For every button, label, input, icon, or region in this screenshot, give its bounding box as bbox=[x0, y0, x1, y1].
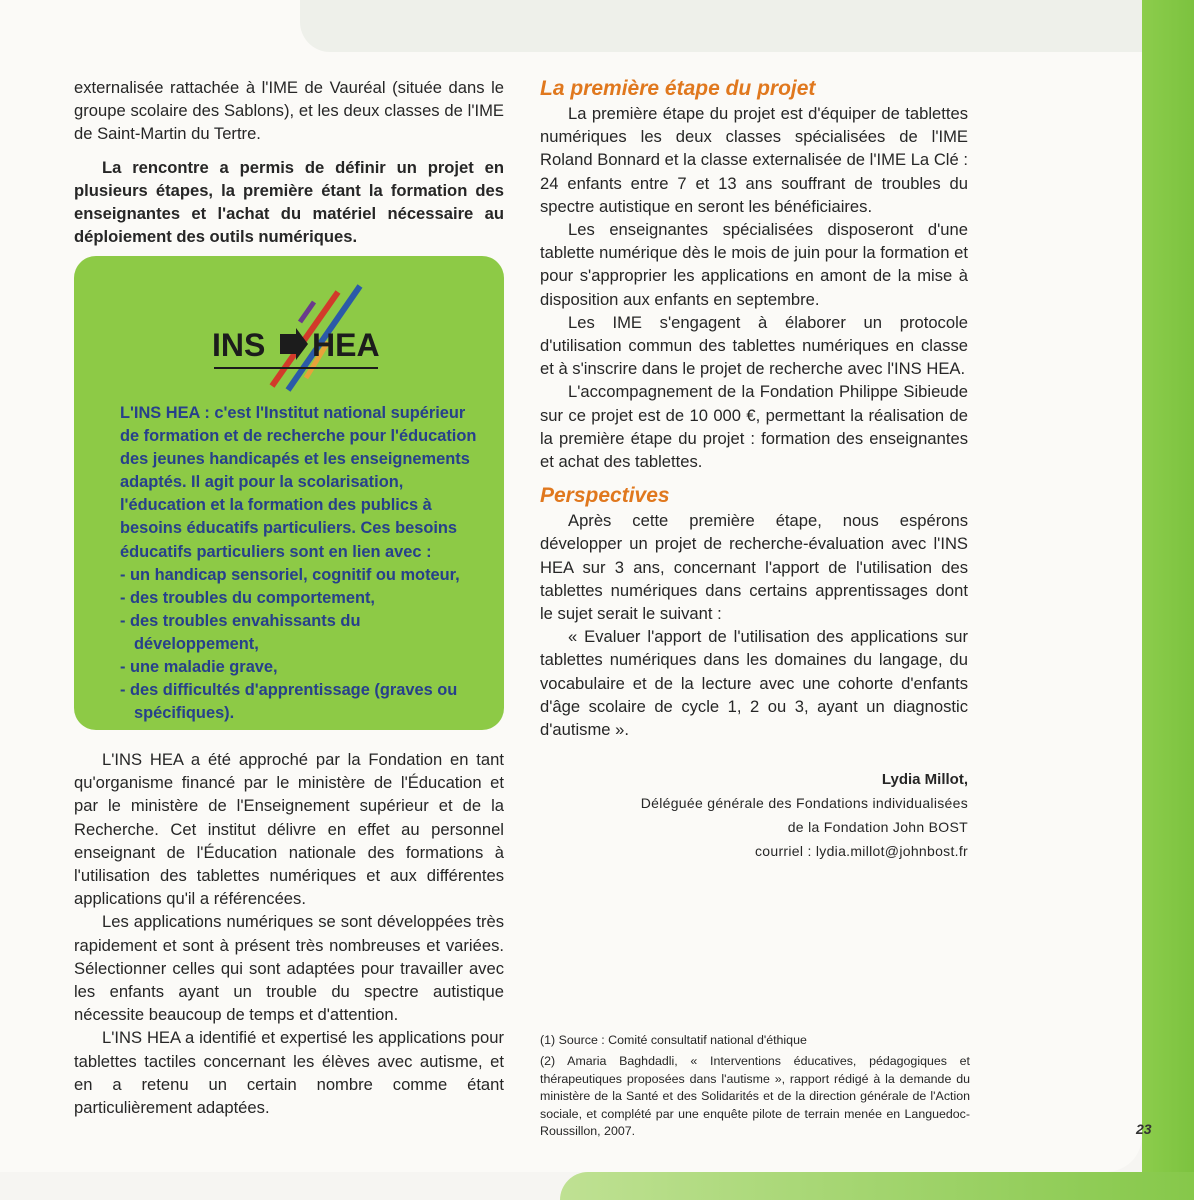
ins-hea-info-box bbox=[74, 256, 504, 730]
perspectives-paragraph: Après cette première étape, nous espérons développer un projet de recherche-évaluation avec l'INS HEA sur 3 ans, concernant l'apport de l'utilisation des tablettes numériques dans certains apprentissages dont le sujet serait le suivant : bbox=[540, 511, 968, 624]
left-column-lower bbox=[74, 748, 504, 1119]
research-quote-paragraph: « Evaluer l'apport de l'utilisation des applications sur tablettes numériques dans les domaines du langage, du vocabulaire et de la lecture avec une cohorte d'enfants d'âge scolaire de cycle 1, 2 ou 3, ayant un diagnostic d'autisme ». bbox=[540, 627, 968, 740]
list-item: - une maladie grave, bbox=[120, 658, 278, 677]
logo-text-hea: HEA bbox=[312, 327, 380, 363]
teachers-paragraph: Les enseignantes spécialisées disposeront d'une tablette numérique dès le mois de juin pour la formation et pour s'approprier les applications en amont de la mise à disposition aux enfants en septembre. bbox=[540, 220, 968, 309]
left-column bbox=[74, 76, 504, 248]
bottom-green-band bbox=[560, 1172, 1194, 1200]
signature-role: Déléguée générale des Fondations individualisées bbox=[640, 795, 968, 812]
list-item: - un handicap sensoriel, cognitif ou moteur, bbox=[120, 565, 460, 584]
footnote-1: (1) Source : Comité consultatif national d'éthique bbox=[540, 1033, 807, 1047]
signature-block bbox=[540, 769, 968, 863]
section-heading-first-step: La première étape du projet bbox=[540, 77, 816, 100]
applications-paragraph: Les applications numériques se sont développées très rapidement et sont à présent très nombreuses et variées. Sélectionner celles qui sont adaptées pour travailler avec les enfants ayant un trouble du spectre autistique nécessite beaucoup de temps et d'attention. bbox=[74, 912, 504, 1025]
expertise-paragraph: L'INS HEA a identifié et expertisé les applications pour tablettes tactiles concernant les élèves avec autisme, et en a retenu un certain nombre comme étant particulièrement adaptées. bbox=[74, 1028, 504, 1118]
list-item: - des difficultés d'apprentissage (graves ou spécifiques). bbox=[120, 681, 458, 723]
first-step-paragraph: La première étape du projet est d'équiper de tablettes numériques les deux classes spécialisées de l'IME Roland Bonnard et la classe externalisée de l'IME La Clé : 24 enfants entre 7 et 13 ans souffrant de troubles du spectre autistique en seront les bénéficiaires. bbox=[540, 104, 968, 216]
page-number: 23 bbox=[1136, 1121, 1152, 1137]
ins-hea-description: L'INS HEA : c'est l'Institut national supérieur de formation et de recherche pour l'éducation des jeunes handicapés et les enseignements adaptés. Il agit pour la scolarisation, l'éducation et la formation des publics à besoins éducatifs particuliers. Ces besoins éducatifs particuliers sont en lien avec : bbox=[120, 404, 477, 561]
signature-email: courriel : lydia.millot@johnbost.fr bbox=[754, 843, 968, 860]
green-page-edge bbox=[1142, 0, 1194, 1200]
intro-paragraph: externalisée rattachée à l'IME de Vauréal (située dans le groupe scolaire des Sablons), et les deux classes de l'IME de Saint-Martin du Tertre. bbox=[74, 78, 504, 144]
top-header-band bbox=[300, 0, 1142, 52]
needs-list bbox=[120, 564, 484, 726]
funding-paragraph: L'accompagnement de la Fondation Philippe Sibieude sur ce projet est de 10 000 €, permettant la réalisation de la première étape du projet : formation des enseignantes et achat des tablettes. bbox=[540, 382, 968, 472]
signature-name: Lydia Millot, bbox=[881, 771, 968, 789]
footnotes bbox=[540, 1032, 970, 1140]
right-column bbox=[540, 76, 968, 863]
list-item: - des troubles envahissants du développement, bbox=[120, 611, 361, 653]
ins-hea-logo bbox=[210, 282, 390, 392]
logo-text-ins: INS bbox=[212, 327, 266, 363]
meeting-summary-paragraph: La rencontre a permis de définir un projet en plusieurs étapes, la première étant la formation des enseignantes et l'achat du matériel nécessaire au déploiement des outils numériques. bbox=[74, 157, 504, 247]
section-heading-perspectives: Perspectives bbox=[540, 484, 670, 508]
footnote-2: (2) Amaria Baghdadli, « Interventions éducatives, pédagogiques et thérapeutiques proposées dans l'autisme », rapport rédigé à la demande du ministère de la Santé et des Solidarités et de la direction générale de l'Action sociale, et complété par une enquête pilote de terrain menée en Languedoc-Roussillon, 2007. bbox=[540, 1054, 970, 1139]
list-item: - des troubles du comportement, bbox=[120, 588, 375, 607]
ins-hea-approach-paragraph: L'INS HEA a été approché par la Fondation en tant qu'organisme financé par le ministère de l'Éducation et par le ministère de l'Enseignement supérieur et de la Recherche. Cet institut délivre en effet au personnel enseignant de l'Éducation nationale des formations à l'utilisation des tablettes numériques et aux différentes applications qu'il a référencées. bbox=[74, 750, 504, 909]
protocol-paragraph: Les IME s'engagent à élaborer un protocole d'utilisation commun des tablettes numériques en classe et à s'inscrire dans le projet de recherche avec l'INS HEA. bbox=[540, 312, 968, 379]
signature-organization: de la Fondation John BOST bbox=[787, 819, 968, 836]
